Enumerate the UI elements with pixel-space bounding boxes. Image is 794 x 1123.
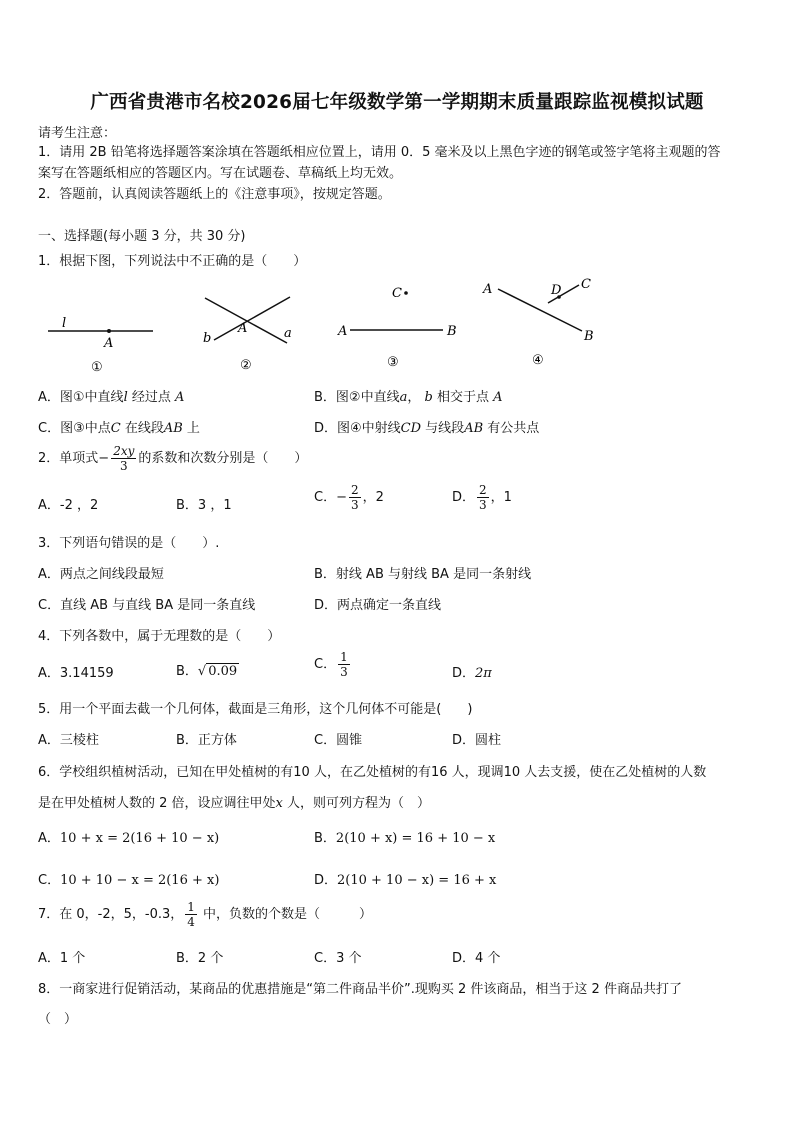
q3-option-a[interactable]: A．两点之间线段最短 <box>38 567 164 582</box>
figure-1 <box>48 316 153 375</box>
q8-stem-line1: 8．一商家进行促销活动，某商品的优惠措施是“第二件商品半价”.现购买 2 件该商品，相当于这 2 件商品共打了 <box>38 982 682 997</box>
q6-b-equation: 2(10 + x) = 16 + 10 − x <box>335 831 496 846</box>
q4-c-fraction <box>338 650 350 679</box>
q6-option-a[interactable] <box>38 827 219 846</box>
fig3-label-B: B <box>447 324 457 339</box>
q4-b-radicand: 0.09 <box>208 664 238 679</box>
q3-option-b[interactable]: B．射线 AB 与射线 BA 是同一条射线 <box>314 567 532 582</box>
q2-fraction <box>111 444 136 473</box>
q5-stem: 5．用一个平面去截一个几何体，截面是三角形，这个几何体不可能是( ) <box>38 702 473 717</box>
q1-option-a[interactable] <box>38 386 184 405</box>
q1-c-text: C．图③中点 <box>38 421 111 436</box>
notice-item-2: 2．答题前，认真阅读答题纸上的《注意事项》，按规定答题。 <box>38 187 391 202</box>
q3-stem: 3．下列语句错误的是（ ）. <box>38 536 220 551</box>
q6-c-equation: 10 + 10 − x = 2(16 + x) <box>60 873 220 888</box>
q2-c-label: C． <box>314 490 337 505</box>
q1-stem: 1．根据下图，下列说法中不正确的是（ ） <box>38 254 307 269</box>
q1-a-text2: 经过点 <box>127 390 175 405</box>
q2-option-c[interactable] <box>314 483 384 512</box>
q3-option-c[interactable]: C．直线 AB 与直线 BA 是同一条直线 <box>38 598 256 613</box>
q7-stem <box>38 900 372 929</box>
q6-line2-pre: 是在甲处植树人数的 2 倍，设应调往甲处 <box>38 796 276 811</box>
notice-item-1-cont: 案写在答题纸相应的答题区内。写在试题卷、草稿纸上均无效。 <box>38 166 403 181</box>
notice-header: 请考生注意： <box>38 126 117 141</box>
q4-d-value: 2π <box>475 666 492 681</box>
q4-option-d[interactable] <box>452 662 492 681</box>
q2-denominator: 3 <box>119 459 128 473</box>
q1-c-text3: 上 <box>182 421 200 436</box>
q6-d-label: D． <box>314 873 338 888</box>
page-title: 广西省贵港市名校2026届七年级数学第一学期期末质量跟踪监视模拟试题 <box>90 92 704 113</box>
q7-option-a[interactable]: A．1 个 <box>38 951 86 966</box>
q8-stem-line2: （ ） <box>38 1012 78 1027</box>
q7-option-c[interactable]: C．3 个 <box>314 951 362 966</box>
q2-stem <box>38 444 307 473</box>
q5-option-c[interactable]: C．圆锥 <box>314 733 363 748</box>
q2-d-post: ，1 <box>490 490 512 505</box>
notice-item-1: 1．请用 2B 铅笔将选择题答案涂填在答题纸相应位置上，请用 0．5 毫米及以上黑色字迹的钢笔或签字笔将主观题的答 <box>38 145 721 160</box>
q4-option-b[interactable] <box>176 660 239 679</box>
q7-numerator: 1 <box>187 900 195 914</box>
q2-c-post: ，2 <box>362 490 384 505</box>
fig3-label-A: A <box>338 324 348 339</box>
q1-figures <box>0 270 794 380</box>
q1-b-text: B．图②中直线 <box>314 390 400 405</box>
q1-d-CD: CD <box>400 421 422 436</box>
q1-b-a: a <box>399 390 408 405</box>
q1-a-text: A．图①中直线 <box>38 390 124 405</box>
q6-d-equation: 2(10 + 10 − x) = 16 + x <box>337 873 497 888</box>
q7-stem-pre: 7．在 0，-2，5，-0.3， <box>38 907 184 922</box>
q6-option-b[interactable] <box>314 827 495 846</box>
q6-stem-line2 <box>38 792 430 811</box>
q6-a-label: A． <box>38 831 60 846</box>
q6-b-label: B． <box>314 831 336 846</box>
q7-fraction <box>185 900 197 929</box>
q2-c-neg: − <box>336 490 347 505</box>
q2-option-d[interactable] <box>452 483 512 512</box>
q2-neg: − <box>98 451 110 466</box>
fig1-number: ① <box>91 360 103 375</box>
q2-d-fraction <box>477 483 489 512</box>
q1-a-l: l <box>123 390 128 405</box>
fig2-label-b: b <box>203 331 212 346</box>
q1-b-A: A <box>493 390 503 405</box>
q1-c-text2: 在线段 <box>120 421 164 436</box>
section-heading: 一、选择题(每小题 3 分，共 30 分) <box>38 229 246 244</box>
fig4-label-A: A <box>483 282 493 297</box>
fig4-label-D: D <box>551 283 562 298</box>
q1-c-AB: AB <box>163 421 183 436</box>
fig1-label-l: l <box>62 316 67 331</box>
q2-option-a[interactable]: A．-2 ，2 <box>38 498 99 513</box>
q7-stem-post: 中，负数的个数是（ ） <box>198 907 373 922</box>
q2-numerator: 2xy <box>113 444 135 458</box>
q4-c-label: C． <box>314 657 337 672</box>
q2-d-label: D． <box>452 490 476 505</box>
q3-option-d[interactable]: D．两点确定一条直线 <box>314 598 442 613</box>
fig2-label-a: a <box>284 326 292 341</box>
q1-d-text2: 与线段 <box>421 421 465 436</box>
q4-b-sqrt: √ 0.09 <box>197 664 238 679</box>
figure-4 <box>482 277 594 368</box>
q4-c-num: 1 <box>340 650 348 664</box>
q4-c-den: 3 <box>340 665 348 679</box>
fig4-label-B: B <box>584 329 594 344</box>
q1-d-text: D．图④中射线 <box>314 421 401 436</box>
fig2-number: ② <box>240 358 252 373</box>
q4-option-a[interactable]: A．3.14159 <box>38 666 114 681</box>
q2-stem-pre: 2．单项式 <box>38 451 99 466</box>
q4-d-label: D． <box>452 666 476 681</box>
q2-stem-post: 的系数和次数分别是（ ） <box>138 451 308 466</box>
q7-option-b[interactable]: B．2 个 <box>176 951 224 966</box>
q6-var-x: x <box>275 796 283 811</box>
q1-option-d[interactable] <box>314 417 539 436</box>
fig2-label-A: A <box>238 321 248 336</box>
q2-c-fraction <box>349 483 361 512</box>
q1-b-b: b <box>424 390 433 405</box>
fig3-number: ③ <box>387 355 399 370</box>
q5-option-b[interactable]: B．正方体 <box>176 733 237 748</box>
q4-b-label: B． <box>176 664 198 679</box>
q1-d-text3: 有公共点 <box>483 421 540 436</box>
q2-c-den: 3 <box>350 498 359 512</box>
q1-a-A: A <box>175 390 185 405</box>
q2-c-num: 2 <box>350 483 359 497</box>
q1-b-text2: 相交于点 <box>432 390 494 405</box>
q2-option-b[interactable]: B．3 ，1 <box>176 498 232 513</box>
q1-option-b[interactable] <box>314 386 502 405</box>
q6-stem-line1: 6．学校组织植树活动，已知在甲处植树的有10 人，在乙处植树的有16 人，现调10 人去支援，使在乙处植树的人数 <box>38 765 707 780</box>
q1-c-C: C <box>110 421 121 436</box>
q5-option-a[interactable]: A．三棱柱 <box>38 733 99 748</box>
fig4-number: ④ <box>532 353 544 368</box>
q6-c-label: C． <box>38 873 61 888</box>
q5-option-d[interactable]: D．圆柱 <box>452 733 502 748</box>
q6-option-c[interactable] <box>38 869 219 888</box>
q6-line2-post: 人，则可列方程为（ ） <box>282 796 431 811</box>
q7-denominator: 4 <box>187 915 195 929</box>
q1-option-c[interactable] <box>38 417 200 436</box>
q2-d-den: 3 <box>479 498 487 512</box>
figure-2 <box>203 297 292 373</box>
q4-stem: 4．下列各数中，属于无理数的是（ ） <box>38 629 281 644</box>
fig1-label-A: A <box>104 336 114 351</box>
q1-b-sep: ， <box>407 390 425 405</box>
q2-d-num: 2 <box>479 483 487 497</box>
q6-option-d[interactable] <box>314 869 496 888</box>
figure-3 <box>337 286 457 370</box>
fig4-label-C: C <box>581 277 591 292</box>
fig3-label-C: C <box>392 286 402 301</box>
q6-a-equation: 10 + x = 2(16 + 10 − x) <box>59 831 220 846</box>
q4-option-c[interactable] <box>314 650 352 679</box>
q1-d-AB: AB <box>464 421 484 436</box>
q7-option-d[interactable]: D．4 个 <box>452 951 501 966</box>
